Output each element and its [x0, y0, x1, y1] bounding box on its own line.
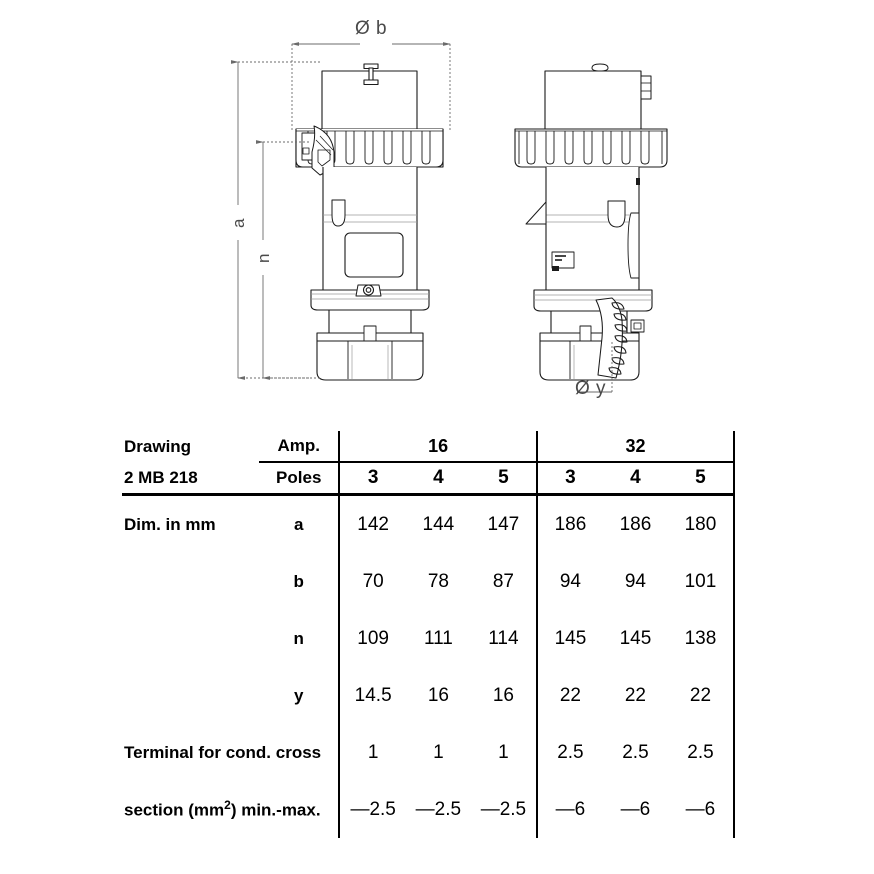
cell-n-16-5: 114	[488, 627, 519, 649]
dim-in-mm-label: Dim. in mm	[124, 514, 216, 534]
cell-b-16-5: 87	[492, 570, 514, 592]
row-symbol-b: b	[293, 571, 304, 591]
cell-b-32-5: 101	[668, 553, 734, 610]
cell-term-max-16-4: —2.5	[415, 798, 462, 820]
drawing-title-line2: 2 MB 218	[122, 462, 259, 495]
table-row-terminal-min	[122, 724, 734, 781]
cell-b-32-3: 94	[537, 553, 603, 610]
cell-term-max-16-5: —2.5	[480, 798, 527, 820]
table-row-terminal-max	[122, 781, 734, 838]
terminal-label-line2	[122, 781, 339, 838]
cell-term-max-32-5: —6	[668, 781, 734, 838]
table-row-n	[122, 610, 734, 667]
cell-a-16-3: 142	[339, 495, 405, 554]
amp-group-16: 16	[339, 431, 536, 462]
dim-label-a: a	[229, 218, 248, 228]
row-symbol-a: a	[294, 514, 304, 534]
drawing-title-line1: Drawing	[124, 436, 192, 456]
poles-16-3: 3	[339, 462, 405, 495]
technical-drawing-area	[0, 0, 874, 415]
cell-y-16-4: 16	[427, 684, 449, 706]
connector-drawings-svg	[0, 0, 874, 415]
cell-term-max-32-3: —6	[537, 781, 603, 838]
poles-header-label: Poles	[259, 462, 339, 495]
table-row-b	[122, 553, 734, 610]
connector-left-view	[296, 64, 443, 380]
specification-table-area	[0, 415, 874, 874]
table-row-a	[122, 495, 734, 554]
dim-label-n: n	[254, 253, 273, 263]
poles-32-3: 3	[537, 462, 603, 495]
cell-b-32-4: 94	[624, 570, 646, 592]
cell-term-max-16-3: —2.5	[339, 781, 405, 838]
table-row-poles	[122, 462, 734, 495]
cell-a-16-5: 147	[487, 513, 520, 535]
terminal-label-line2-post: ) min.-max.	[230, 800, 321, 820]
cell-n-32-5: 138	[668, 610, 734, 667]
table-row-y	[122, 667, 734, 724]
connector-right-view	[515, 64, 667, 380]
poles-32-4: 4	[603, 462, 668, 495]
table-row-amp	[122, 431, 734, 462]
poles-16-5: 5	[471, 462, 537, 495]
cell-term-min-32-5: 2.5	[668, 724, 734, 781]
row-b-spacer	[122, 553, 259, 610]
row-symbol-y: y	[294, 685, 304, 705]
cell-y-32-3: 22	[537, 667, 603, 724]
terminal-label-line2-sup: 2	[224, 798, 231, 813]
terminal-label-line2-pre: section (mm	[124, 800, 225, 820]
cell-a-16-4: 144	[422, 513, 455, 535]
cell-term-min-16-5: 1	[498, 741, 509, 763]
cell-y-32-5: 22	[668, 667, 734, 724]
cell-term-max-32-4: —6	[620, 798, 651, 820]
terminal-label-line1: Terminal for cond. cross	[124, 742, 322, 762]
cell-n-32-4: 145	[619, 627, 652, 649]
cell-y-16-3: 14.5	[339, 667, 405, 724]
poles-16-4: 4	[406, 462, 471, 495]
cell-b-16-3: 70	[339, 553, 405, 610]
amp-group-32: 32	[537, 431, 734, 462]
dim-label-diameter-b: Ø b	[355, 18, 388, 39]
cell-n-16-3: 109	[339, 610, 405, 667]
row-y-spacer	[122, 667, 259, 724]
cell-a-32-3: 186	[537, 495, 603, 554]
cell-a-32-5: 180	[668, 495, 734, 554]
cell-term-min-32-4: 2.5	[622, 741, 649, 763]
specification-table	[122, 431, 735, 838]
cell-n-32-3: 145	[537, 610, 603, 667]
amp-header-label: Amp.	[259, 431, 339, 462]
cell-term-min-16-4: 1	[433, 741, 444, 763]
cell-y-32-4: 22	[624, 684, 646, 706]
dim-label-diameter-y: Ø y	[575, 378, 607, 399]
cell-y-16-5: 16	[492, 684, 514, 706]
cell-n-16-4: 111	[423, 627, 453, 649]
cell-b-16-4: 78	[427, 570, 449, 592]
cell-term-min-32-3: 2.5	[537, 724, 603, 781]
row-n-spacer	[122, 610, 259, 667]
cell-term-min-16-3: 1	[339, 724, 405, 781]
cell-a-32-4: 186	[619, 513, 652, 535]
poles-32-5: 5	[668, 462, 734, 495]
row-symbol-n: n	[293, 628, 304, 648]
